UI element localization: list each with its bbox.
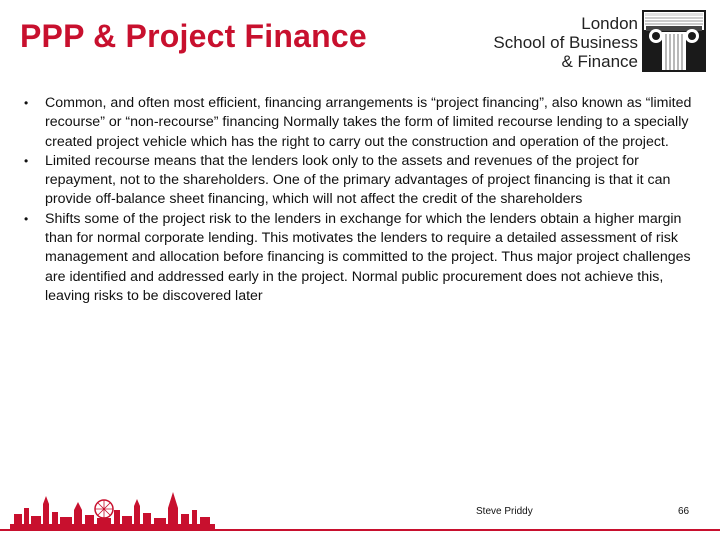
page-number: 66 xyxy=(678,506,690,517)
footer-line xyxy=(0,529,720,531)
bullet-item xyxy=(24,152,700,210)
slide-title: PPP & Project Finance xyxy=(20,18,367,54)
bullet-marker: • xyxy=(24,153,29,168)
bullet-text: Common, and often most efficient, financing arrangements is “project financing”, also known as “limited recourse” or “non-recourse” financing Normally takes the form of limited recourse lending to a specially created project vehicle which has the right to carry out the construction and operation of the project. xyxy=(45,95,692,150)
column-pillar-icon xyxy=(642,10,706,72)
bullet-marker: • xyxy=(24,211,29,226)
logo-line-1: London xyxy=(581,14,638,33)
bullet-text: Limited recourse means that the lenders look only to the assets and revenues of the project for repayment, not to the shareholders. One of the primary advantages of project financing is that it can provide off-balance sheet financing, which will not affect the credit of the shareholders xyxy=(45,152,671,208)
footer-author: Steve Priddy xyxy=(476,506,533,517)
bullet-item xyxy=(24,94,700,152)
bullet-text: Shifts some of the project risk to the lenders in exchange for which the lenders obtain a higher margin than for normal corporate lending. This motivates the lenders to require a detailed assessment of risk management and allocation before financing is committed to the project. Thus major project challenges are identified and addressed early in the project. Normal public procurement does not achieve this, leaving risks to be discovered later xyxy=(45,210,691,304)
bullet-marker: • xyxy=(24,96,29,110)
logo-line-3: & Finance xyxy=(561,52,638,71)
school-logo-text xyxy=(458,14,638,71)
london-skyline-icon xyxy=(10,490,215,530)
bullet-item xyxy=(24,210,700,306)
logo-line-2: School of Business xyxy=(493,33,638,52)
bullet-list xyxy=(24,94,700,306)
